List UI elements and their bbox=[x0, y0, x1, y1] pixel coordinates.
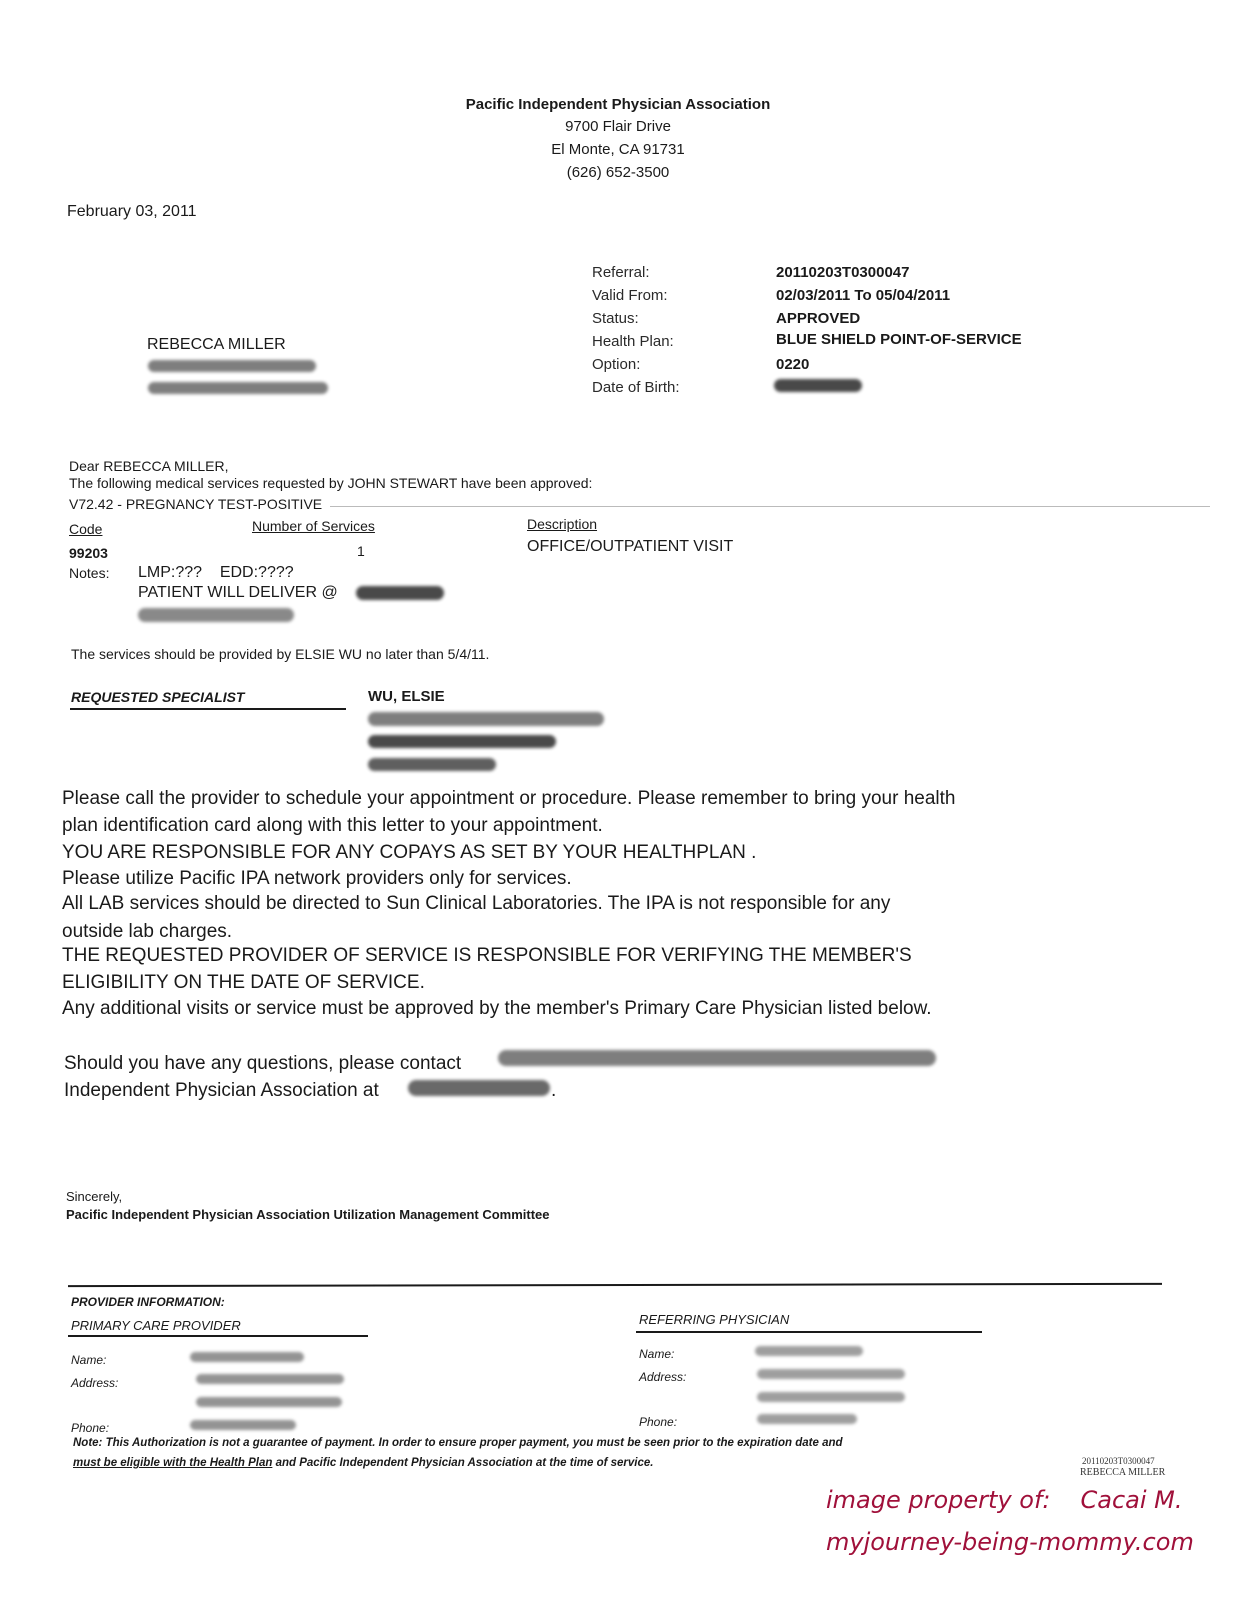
requested-specialist-heading: REQUESTED SPECIALIST bbox=[71, 689, 245, 705]
referring-address-label: Address: bbox=[639, 1370, 687, 1384]
org-address-line2: El Monte, CA 91731 bbox=[551, 141, 685, 158]
service-description: OFFICE/OUTPATIENT VISIT bbox=[527, 538, 734, 555]
org-phone: (626) 652-3500 bbox=[566, 164, 670, 181]
org-address-line1: 9700 Flair Drive bbox=[565, 118, 671, 135]
watermark-property: image property of: bbox=[826, 1486, 1051, 1514]
primary-address-label: Address: bbox=[71, 1376, 119, 1390]
footer-ref-name: REBECCA MILLER bbox=[1080, 1467, 1166, 1478]
referring-name-redacted bbox=[755, 1346, 863, 1356]
contact-name-redacted bbox=[498, 1050, 936, 1066]
instruction-line: Any additional visits or service must be approved by the member's Primary Care Physician listed below. bbox=[62, 998, 932, 1019]
diagnosis: V72.42 - PREGNANCY TEST-POSITIVE bbox=[69, 496, 323, 512]
salutation: Dear REBECCA MILLER, bbox=[69, 458, 229, 474]
section-divider bbox=[68, 1283, 1162, 1287]
instruction-line: outside lab charges. bbox=[62, 921, 233, 942]
referring-phone-label: Phone: bbox=[639, 1415, 678, 1429]
sincerely: Sincerely, bbox=[66, 1189, 123, 1204]
primary-city-redacted bbox=[196, 1397, 342, 1407]
notes-label: Notes: bbox=[69, 565, 110, 581]
provided-by-text: The services should be provided by ELSIE WU no later than 5/4/11. bbox=[71, 646, 490, 662]
dob-label: Date of Birth: bbox=[592, 379, 680, 396]
instruction-line: All LAB services should be directed to Sun Clinical Laboratories. The IPA is not responsible for any bbox=[62, 893, 891, 914]
referral-value: 20110203T0300047 bbox=[776, 264, 910, 281]
primary-phone-label: Phone: bbox=[71, 1421, 110, 1435]
contact-period: . bbox=[551, 1080, 557, 1101]
specialist-phone-redacted bbox=[368, 758, 496, 771]
primary-name-label: Name: bbox=[71, 1353, 107, 1367]
referring-name-label: Name: bbox=[639, 1347, 675, 1361]
status-label: Status: bbox=[592, 310, 639, 327]
specialist-name: WU, ELSIE bbox=[368, 688, 445, 705]
referring-title: REFERRING PHYSICIAN bbox=[639, 1312, 790, 1327]
footer-ref-id: 20110203T0300047 bbox=[1082, 1456, 1155, 1466]
primary-care-underline bbox=[68, 1335, 368, 1337]
referring-underline bbox=[636, 1331, 982, 1333]
health-plan-label: Health Plan: bbox=[592, 333, 674, 350]
letter-intro: The following medical services requested by JOHN STEWART have been approved: bbox=[69, 475, 593, 491]
org-name: Pacific Independent Physician Association bbox=[465, 96, 771, 113]
notes-line2: PATIENT WILL DELIVER @ bbox=[138, 584, 338, 601]
valid-from-label: Valid From: bbox=[592, 287, 668, 304]
divider bbox=[330, 506, 1210, 507]
referring-phone-redacted bbox=[757, 1414, 857, 1424]
recipient-city-redacted bbox=[148, 382, 328, 394]
contact-line2: Independent Physician Association at bbox=[64, 1080, 379, 1101]
col-header-code: Code bbox=[69, 521, 103, 537]
watermark-url: myjourney-being-mommy.com bbox=[826, 1528, 1194, 1556]
valid-from-value: 02/03/2011 To 05/04/2011 bbox=[776, 287, 951, 304]
instruction-line: THE REQUESTED PROVIDER OF SERVICE IS RESPONSIBLE FOR VERIFYING THE MEMBER'S bbox=[62, 945, 912, 966]
specialist-underline bbox=[70, 708, 346, 710]
specialist-city-redacted bbox=[368, 735, 556, 748]
primary-address-redacted bbox=[196, 1374, 344, 1384]
specialist-address-redacted bbox=[368, 712, 604, 726]
option-value: 0220 bbox=[776, 356, 810, 373]
recipient-name: REBECCA MILLER bbox=[147, 336, 286, 353]
service-count: 1 bbox=[357, 543, 365, 559]
contact-phone-redacted bbox=[408, 1080, 550, 1096]
footer-note-line2 bbox=[73, 1457, 653, 1469]
eligibility-underlined: must be eligible with the Health Plan bbox=[73, 1457, 273, 1469]
primary-name-redacted bbox=[190, 1352, 304, 1362]
notes-line1: LMP:??? EDD:???? bbox=[138, 564, 294, 581]
delivery-location-redacted bbox=[356, 586, 444, 600]
instruction-line: YOU ARE RESPONSIBLE FOR ANY COPAYS AS SET BY YOUR HEALTHPLAN . bbox=[62, 842, 757, 863]
instruction-line: Please utilize Pacific IPA network providers only for services. bbox=[62, 868, 572, 889]
primary-phone-redacted bbox=[190, 1420, 296, 1430]
referral-label: Referral: bbox=[592, 264, 650, 281]
referring-address-redacted bbox=[757, 1369, 905, 1379]
service-code: 99203 bbox=[69, 545, 108, 561]
col-header-description: Description bbox=[527, 516, 598, 532]
instruction-line: Please call the provider to schedule your appointment or procedure. Please remember to bring your health bbox=[62, 788, 956, 809]
referring-city-redacted bbox=[757, 1392, 905, 1402]
signature: Pacific Independent Physician Association Utilization Management Committee bbox=[66, 1207, 550, 1222]
watermark-owner: Cacai M. bbox=[1080, 1486, 1183, 1514]
status-value: APPROVED bbox=[776, 310, 861, 327]
col-header-count: Number of Services bbox=[252, 518, 375, 534]
option-label: Option: bbox=[592, 356, 641, 373]
watermark-line1 bbox=[826, 1486, 1183, 1514]
instruction-line: plan identification card along with this letter to your appointment. bbox=[62, 815, 603, 836]
contact-line1: Should you have any questions, please contact bbox=[64, 1053, 462, 1074]
footer-note-line2-rest: and Pacific Independent Physician Association at the time of service. bbox=[272, 1457, 654, 1469]
footer-note-line1: Note: This Authorization is not a guarantee of payment. In order to ensure proper payment, you must be seen prior to the expiration date and bbox=[73, 1437, 843, 1449]
provider-info-heading: PROVIDER INFORMATION: bbox=[71, 1295, 225, 1309]
health-plan-value: BLUE SHIELD POINT-OF-SERVICE bbox=[776, 331, 1022, 348]
recipient-address-redacted bbox=[148, 360, 316, 372]
delivery-location2-redacted bbox=[138, 608, 294, 622]
dob-redacted bbox=[774, 379, 862, 392]
instruction-line: ELIGIBILITY ON THE DATE OF SERVICE. bbox=[62, 972, 425, 993]
letter-date: February 03, 2011 bbox=[67, 203, 197, 220]
primary-care-title: PRIMARY CARE PROVIDER bbox=[71, 1318, 241, 1333]
